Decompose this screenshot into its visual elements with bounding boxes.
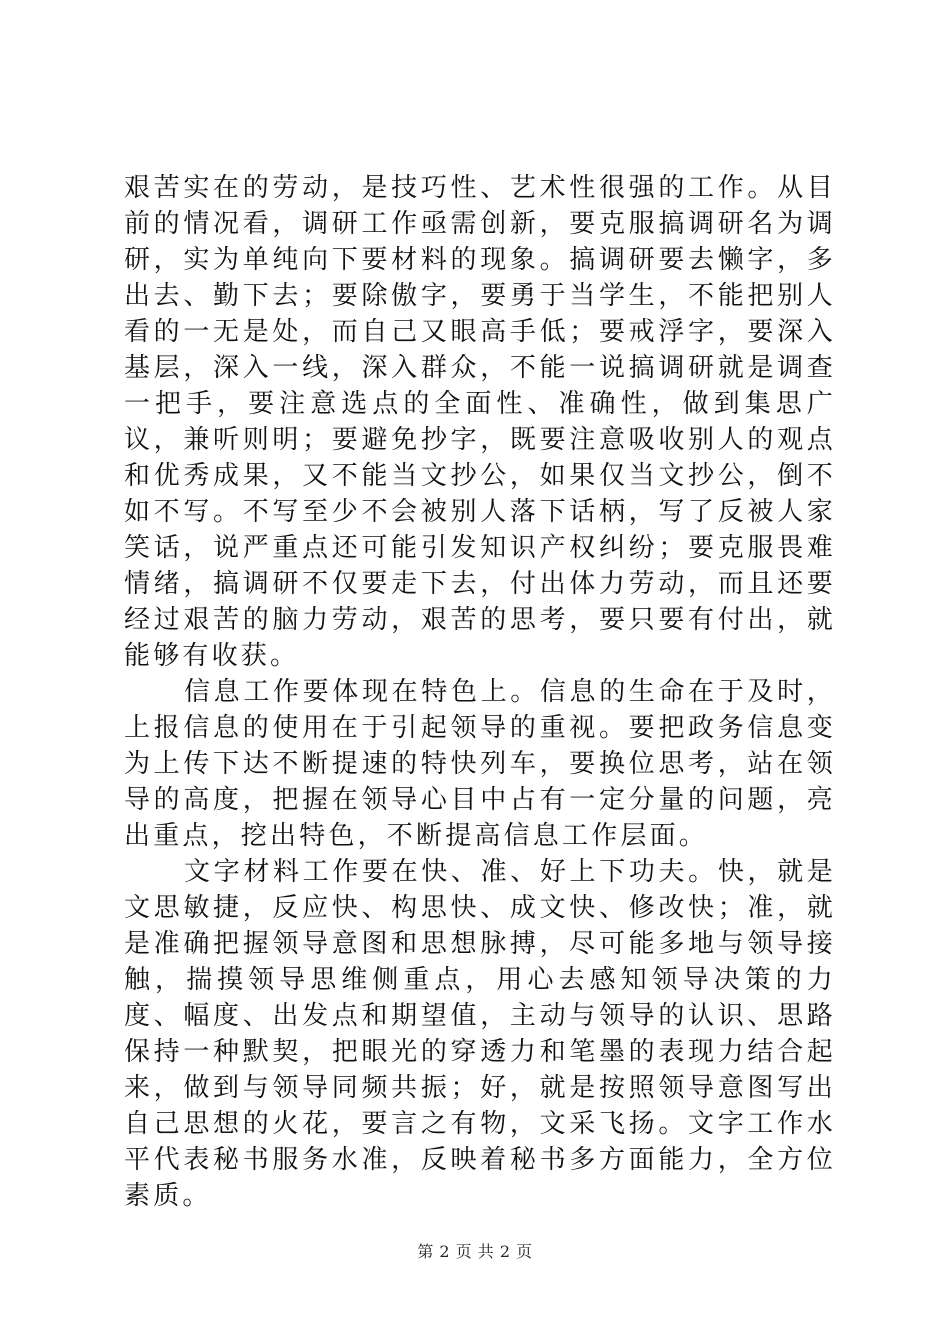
document-body xyxy=(124,170,836,1214)
paragraph-1: 艰苦实在的劳动，是技巧性、艺术性很强的工作。从目前的情况看，调研工作亟需创新，要克服搞调研名为调研，实为单纯向下要材料的现象。搞调研要去懒字，多出去、勤下去；要除傲字，要勇于当学生，不能把别人看的一无是处，而自己又眼高手低；要戒浮字，要深入基层，深入一线，深入群众，不能一说搞调研就是调查一把手，要注意选点的全面性、准确性，做到集思广议，兼听则明；要避免抄字，既要注意吸收别人的观点和优秀成果，又不能当文抄公，如果仅当文抄公，倒不如不写。不写至少不会被别人落下话柄，写了反被人家笑话，说严重点还可能引发知识产权纠纷；要克服畏难情绪，搞调研不仅要走下去，付出体力劳动，而且还要经过艰苦的脑力劳动，艰苦的思考，要只要有付出，就能够有收获。 xyxy=(124,173,836,671)
paragraph-2: 信息工作要体现在特色上。信息的生命在于及时，上报信息的使用在于引起领导的重视。要把政务信息变为上传下达不断提速的特快列车，要换位思考，站在领导的高度，把握在领导心目中占有一定分量的问题，亮出重点，挖出特色，不断提高信息工作层面。 xyxy=(124,677,836,851)
page-footer xyxy=(0,1242,950,1262)
paragraph-3: 文字材料工作要在快、准、好上下功夫。快，就是文思敏捷，反应快、构思快、成文快、修改快；准，就是准确把握领导意图和思想脉搏，尽可能多地与领导接触，揣摸领导思维侧重点，用心去感知领导决策的力度、幅度、出发点和期望值，主动与领导的认识、思路保持一种默契，把眼光的穿透力和笔墨的表现力结合起来，做到与领导同频共振；好，就是按照领导意图写出自己思想的火花，要言之有物，文采飞扬。文字工作水平代表秘书服务水准，反映着秘书多方面能力，全方位素质。 xyxy=(124,857,836,1211)
page-number-indicator: 第 2 页 共 2 页 xyxy=(417,1242,533,1261)
